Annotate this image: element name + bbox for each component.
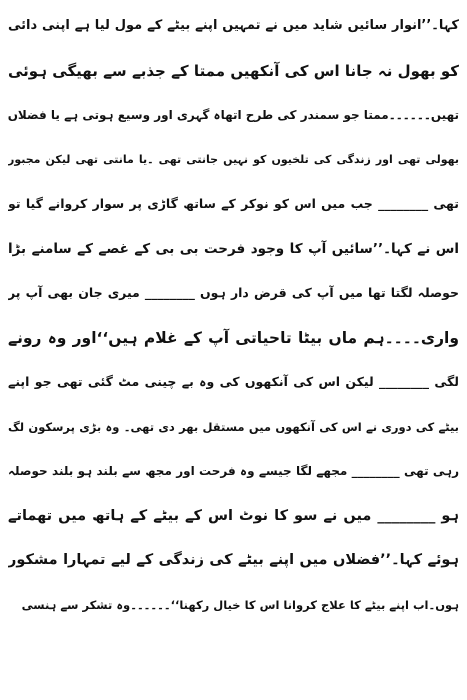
text-line: کو بھول نہ جانا اس کی آنکھیں ممتا کے جذبے سے بھیگی ہوئی bbox=[8, 61, 459, 80]
text-line: ہو ________ میں نے سو کا نوٹ اس کے بیٹے کے ہاتھ میں تھماتے bbox=[8, 507, 459, 524]
text-line: واری۔۔۔۔ہم ماں بیٹا تاحیاتی آپ کے غلام ہیں‘‘اور وہ رونے bbox=[8, 328, 459, 347]
text-line: تھیں۔۔۔۔۔۔ممتا جو سمندر کی طرح اتھاہ گہری اور وسیع ہوتی ہے یا فضلاں bbox=[8, 108, 459, 122]
text-line: حوصلہ لگتا تھا میں آپ کی قرض دار ہوں ________ میری جان بھی آپ پر bbox=[8, 285, 459, 300]
text-line: اس نے کہا۔’’سائیں آپ کا وجود فرحت بی بی کے غصے کے سامنے بڑا bbox=[8, 240, 459, 257]
text-line: تھی ________ جب میں اس کو نوکر کے ساتھ گاڑی پر سوار کروانے گیا تو bbox=[8, 196, 459, 211]
text-line: رہی تھی ________ مجھے لگا جیسے وہ فرحت اور مجھ سے بلند ہو بلند حوصلہ bbox=[8, 464, 459, 478]
text-line: بیٹے کی دوری نے اس کی آنکھوں میں مستقل بھر دی تھی۔ وہ بڑی پرسکون لگ bbox=[8, 419, 459, 434]
text-line: ہوں۔اب اپنے بیٹے کا علاج کروانا اس کا خیال رکھنا‘‘۔۔۔۔۔۔وہ تشکر سے ہنسی bbox=[21, 597, 459, 612]
text-line: ہوئے کہا۔’’فضلاں میں اپنے بیٹے کی زندگی کے لیے تمہارا مشکور bbox=[8, 552, 459, 568]
text-line: لگی ________ لیکن اس کی آنکھوں کی وہ بے چینی مٹ گئی تھی جو اپنے bbox=[8, 374, 459, 389]
text-line: کہا۔’’انوار سائیں شاید میں نے تمہیں اپنے بیٹے کے مول لیا ہے اپنی دائی bbox=[8, 18, 459, 33]
text-line: بھولی تھی اور زندگی کی تلخیوں کو نہیں جانتی تھی ۔یا مانتی تھی لیکن مجبور bbox=[8, 152, 459, 166]
